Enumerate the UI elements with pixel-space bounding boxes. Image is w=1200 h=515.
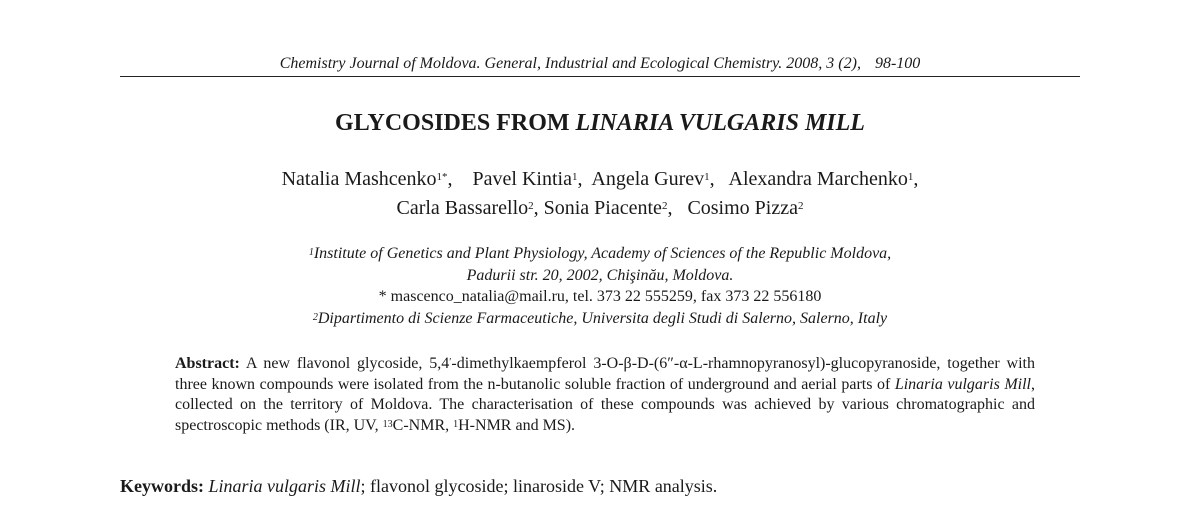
affiliation-1-address: Padurii str. 20, 2002, Chişinău, Moldova.	[466, 266, 734, 284]
title-text: GLYCOSIDES FROM	[335, 110, 576, 136]
page-range: 98-100	[874, 55, 921, 72]
affiliation-1: $^1$Institute of Genetics and Plant Physiology, Academy of Sciences of the Republic Moldova,	[308, 245, 892, 262]
journal-citation: Chemistry Journal of Moldova. General, Industrial and Ecological Chemistry. 2008, 3 (2),	[279, 55, 861, 72]
author: Sonia Piacente$^2$,	[543, 197, 673, 219]
author: Angela Gurev$^1$,	[591, 168, 715, 190]
keywords-rest: ; flavonol glycoside; linaroside V; NMR analysis.	[360, 476, 718, 496]
author: Pavel Kintia$^1$,	[472, 168, 583, 190]
keywords	[120, 473, 1080, 499]
author: Carla Bassarello$^2$,	[396, 197, 539, 219]
author-line-2	[0, 194, 1200, 223]
paper-title	[0, 106, 1200, 140]
abstract: Abstract: A new flavonol glycoside, 5,4′-dimethylkaempferol 3-O-β-D-(6″-α-L-rhamnopyranosyl)-glucopyranoside, together with three known compounds were isolated from the n-butanolic soluble fraction of underground and aerial parts of Linaria vulgaris Mill, collected on the territory of Moldova. The characterisation of these compounds was achieved by various chromatographic and spectroscopic methods (IR, UV, $^{13}$C-NMR, $^1$H-NMR and MS).	[175, 355, 1035, 434]
author-list	[0, 165, 1200, 223]
author: Natalia Mashcenko$^{1*}$,	[281, 168, 453, 190]
keyword-species: Linaria vulgaris Mill	[208, 476, 361, 496]
affiliations	[0, 243, 1200, 329]
abstract-label: Abstract:	[175, 355, 240, 372]
contact-info: * mascenco_natalia@mail.ru, tel. 373 22 555259, fax 373 22 556180	[378, 288, 822, 305]
affiliation-2: $^2$Dipartimento di Scienze Farmaceutiche, Universita degli Studi di Salerno, Salerno, Italy	[312, 309, 888, 327]
species-name: Linaria vulgaris Mill	[894, 375, 1031, 393]
author: Alexandra Marchenko$^1$,	[728, 168, 919, 190]
author-line-1	[0, 165, 1200, 194]
journal-header	[120, 52, 1080, 77]
title-species: LINARIA VULGARIS MILL	[575, 110, 865, 136]
keywords-label: Keywords:	[120, 476, 204, 496]
author: Cosimo Pizza$^2$	[687, 197, 804, 219]
